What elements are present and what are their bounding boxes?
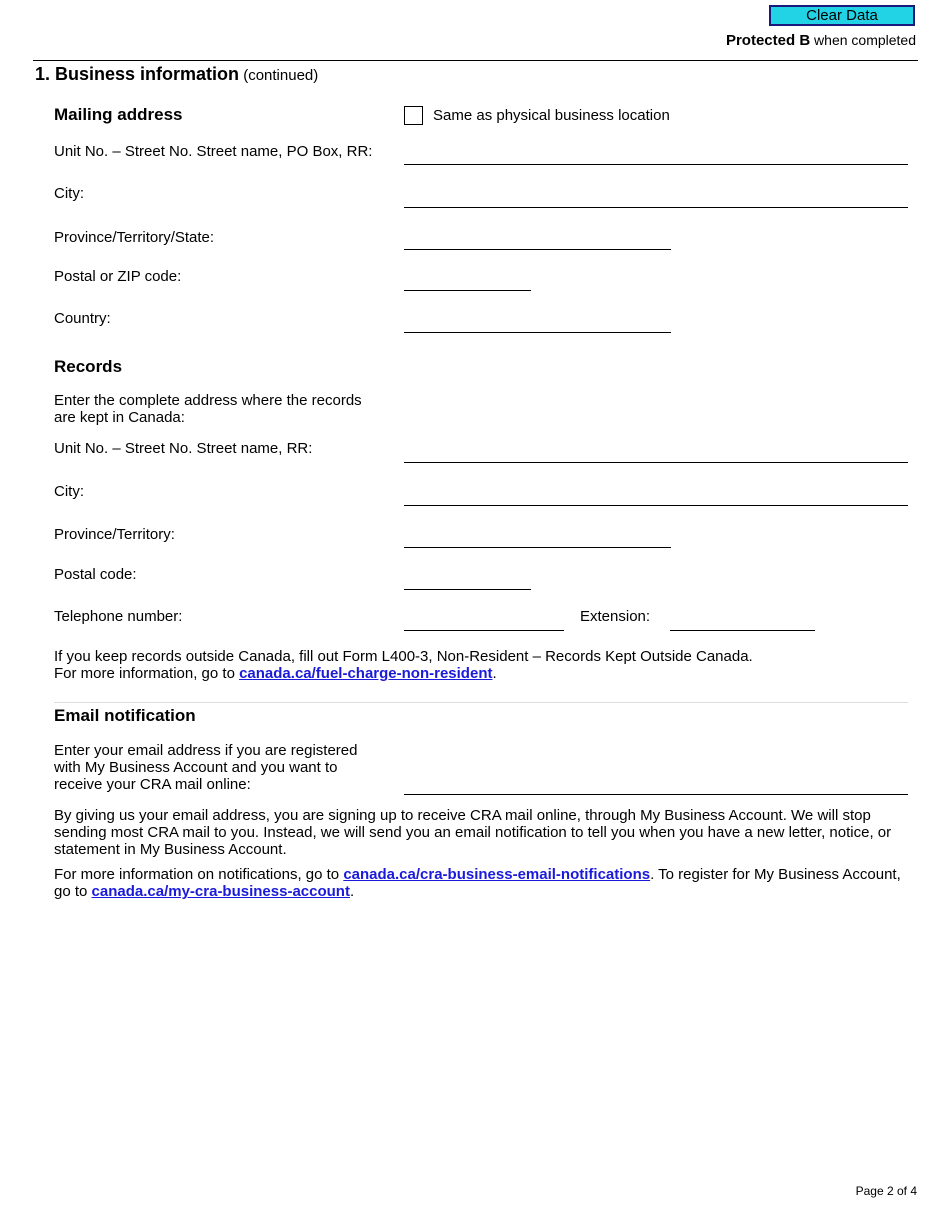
section-title: [35, 64, 318, 85]
mailing-postal-field[interactable]: [404, 290, 531, 291]
email-more-info-suffix: .: [349, 883, 355, 900]
email-intro-line3: receive your CRA mail online:: [54, 776, 251, 793]
records-postal-label: Postal code:: [54, 566, 137, 583]
records-street-field[interactable]: [404, 462, 908, 463]
protected-b-notice: [726, 32, 916, 49]
records-extension-field[interactable]: [670, 630, 815, 631]
records-province-field[interactable]: [404, 547, 671, 548]
my-cra-business-account-link[interactable]: canada.ca/my-cra-business-account: [91, 883, 350, 900]
email-para-signup: By giving us your email address, you are signing up to receive CRA mail online, through My Business Account. We will stop sending most CRA mail to you. Instead, we will send you an email notification to tell you when you have a new letter, notice, or statement in My Business Account.: [54, 807, 892, 858]
top-divider: [33, 60, 918, 61]
mailing-street-field[interactable]: [404, 164, 908, 165]
mailing-country-label: Country:: [54, 310, 111, 327]
records-street-label: Unit No. – Street No. Street name, RR:: [54, 440, 313, 457]
protected-b-label: Protected B: [725, 32, 811, 49]
mailing-city-field[interactable]: [404, 207, 908, 208]
fuel-charge-non-resident-link[interactable]: canada.ca/fuel-charge-non-resident: [239, 665, 493, 682]
records-more-info-suffix: .: [492, 665, 497, 682]
email-divider: [54, 702, 908, 703]
records-postal-field[interactable]: [404, 589, 531, 590]
cra-business-email-notifications-link[interactable]: canada.ca/cra-business-email-notifications: [343, 866, 651, 883]
records-more-info-prefix: For more information, go to: [54, 665, 240, 682]
mailing-postal-label: Postal or ZIP code:: [54, 268, 182, 285]
section-continued: (continued): [239, 67, 319, 84]
email-para-more-info: [54, 866, 914, 900]
mailing-province-label: Province/Territory/State:: [54, 229, 215, 246]
records-city-field[interactable]: [404, 505, 908, 506]
records-phone-field[interactable]: [404, 630, 564, 631]
email-address-field[interactable]: [404, 794, 908, 795]
email-notification-heading: Email notification: [54, 706, 196, 725]
same-as-physical-label: Same as physical business location: [433, 107, 670, 124]
mailing-address-heading: Mailing address: [54, 105, 183, 124]
section-title-text: 1. Business information: [35, 64, 240, 84]
mailing-street-label: Unit No. – Street No. Street name, PO Box, RR:: [54, 143, 373, 160]
page-number: Page 2 of 4: [855, 1184, 917, 1198]
records-city-label: City:: [54, 483, 84, 500]
protected-b-suffix: when completed: [810, 32, 916, 48]
email-intro-line2: with My Business Account and you want to: [54, 759, 338, 776]
email-intro-line1: Enter your email address if you are registered: [54, 742, 358, 759]
email-more-info-prefix: For more information on notifications, go to: [54, 866, 344, 883]
email-more-info-middle: . To register for My Business Account, go to: [54, 866, 901, 900]
records-phone-label: Telephone number:: [54, 608, 183, 625]
records-heading: Records: [54, 357, 123, 376]
records-more-info: [54, 665, 914, 682]
same-as-physical-checkbox[interactable]: [404, 106, 423, 125]
records-intro-line2: are kept in Canada:: [54, 409, 185, 426]
clear-data-button[interactable]: Clear Data: [769, 5, 915, 26]
records-extension-label: Extension:: [580, 608, 651, 625]
mailing-country-field[interactable]: [404, 332, 671, 333]
mailing-city-label: City:: [54, 185, 84, 202]
records-intro-line1: Enter the complete address where the records: [54, 392, 362, 409]
records-province-label: Province/Territory:: [54, 526, 175, 543]
records-outside-text: If you keep records outside Canada, fill out Form L400-3, Non-Resident – Records Kept Outside Canada.: [54, 648, 753, 665]
mailing-province-field[interactable]: [404, 249, 671, 250]
